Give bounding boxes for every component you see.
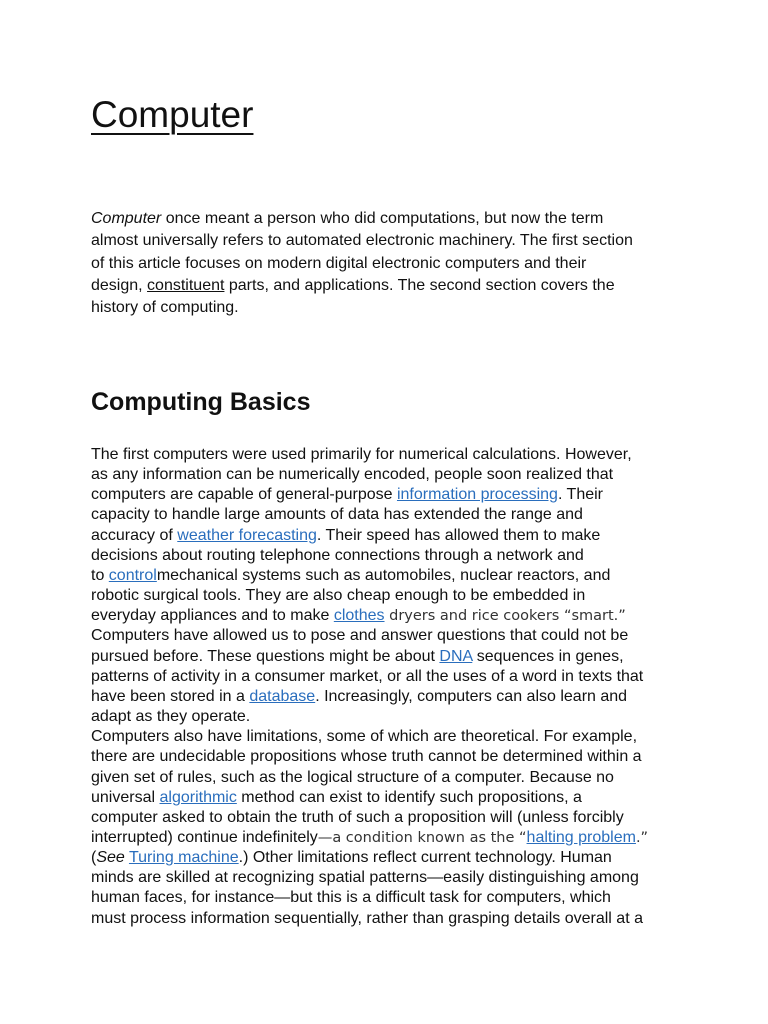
text-run: given set of rules, such as the logical structure of a computer. Because no xyxy=(91,768,614,786)
body-line xyxy=(91,606,648,626)
text-run: .” xyxy=(635,829,649,846)
body-line xyxy=(91,909,648,929)
underlined-term: constituent xyxy=(147,276,225,294)
text-run: —a condition known as the “ xyxy=(317,829,527,846)
text-run: once meant a person who did computations, but now the term xyxy=(161,210,604,227)
body-line xyxy=(91,707,648,727)
text-run: dryers and rice cookers “smart.” xyxy=(384,608,626,625)
text-run: of this article focuses on modern digital electronic computers and their xyxy=(91,254,587,272)
section-body xyxy=(91,445,648,929)
body-line xyxy=(91,828,648,848)
text-run: . Their speed has allowed them to make xyxy=(316,526,601,544)
body-line xyxy=(91,586,648,606)
body-line xyxy=(91,868,648,888)
text-run: decisions about routing telephone connections through a network and xyxy=(91,546,584,564)
body-line xyxy=(91,808,648,828)
body-line xyxy=(91,526,648,546)
text-run: interrupted) continue indefinitely xyxy=(91,828,318,846)
intro-line xyxy=(91,208,691,230)
text-run: human faces, for instance—but this is a difficult task for computers, which xyxy=(91,889,611,907)
text-run: computer asked to obtain the truth of such a proposition will (unless forcibly xyxy=(91,808,624,826)
text-run: The first computers were used primarily for numerical calculations. However, xyxy=(91,446,632,463)
italic-text: See xyxy=(96,849,125,867)
link-halting-problem[interactable]: halting problem xyxy=(526,828,636,846)
body-line xyxy=(91,546,648,566)
text-run: accuracy of xyxy=(91,526,178,544)
body-line xyxy=(91,788,648,808)
text-run: as any information can be numerically encoded, people soon realized that xyxy=(91,466,614,484)
link-dna[interactable]: DNA xyxy=(439,647,473,665)
intro-paragraph xyxy=(91,208,691,319)
text-run: design, xyxy=(91,276,148,294)
link-weather-forecasting[interactable]: weather forecasting xyxy=(177,526,317,544)
text-run: there are undecidable propositions whose truth cannot be determined within a xyxy=(91,748,642,766)
text-run: adapt as they operate. xyxy=(91,708,251,726)
body-line xyxy=(91,445,648,465)
intro-line xyxy=(91,253,691,275)
text-run: must process information sequentially, rather than grasping details overall at a xyxy=(91,909,643,927)
text-run: history of computing. xyxy=(91,299,239,317)
link-turing-machine[interactable]: Turing machine xyxy=(128,849,239,867)
body-line xyxy=(91,626,648,646)
text-run: robotic surgical tools. They are also cheap enough to be embedded in xyxy=(91,587,586,605)
body-line xyxy=(91,485,648,505)
text-run: Computers have allowed us to pose and answer questions that could not be xyxy=(91,627,629,645)
text-run: mechanical systems such as automobiles, nuclear reactors, and xyxy=(156,566,611,584)
text-run: minds are skilled at recognizing spatial patterns—easily distinguishing among xyxy=(91,869,639,887)
text-run: Computers also have limitations, some of which are theoretical. For example, xyxy=(91,728,638,746)
text-run: parts, and applications. The second section covers the xyxy=(224,276,615,294)
text-run: method can exist to identify such propositions, a xyxy=(236,788,582,806)
text-run: to xyxy=(91,566,109,584)
text-run: .) Other limitations reflect current technology. Human xyxy=(238,849,612,867)
text-run: have been stored in a xyxy=(91,687,250,705)
link-information-processing[interactable]: information processing xyxy=(396,486,558,504)
body-line xyxy=(91,505,648,525)
text-run: patterns of activity in a consumer market, or all the uses of a word in texts that xyxy=(91,667,644,685)
text-run: computers are capable of general-purpose xyxy=(91,486,397,504)
text-run: ( xyxy=(91,849,97,867)
intro-line xyxy=(91,230,691,252)
text-run: . Increasingly, computers can also learn and xyxy=(315,687,628,705)
link-algorithmic[interactable]: algorithmic xyxy=(159,788,237,806)
intro-line xyxy=(91,275,691,297)
link-clothes[interactable]: clothes xyxy=(333,607,385,625)
intro-line xyxy=(91,297,691,319)
text-run: pursued before. These questions might be about xyxy=(91,647,440,665)
body-line xyxy=(91,888,648,908)
text-run: universal xyxy=(91,788,160,806)
body-line xyxy=(91,687,648,707)
text-run: almost universally refers to automated electronic machinery. The first section xyxy=(91,232,633,250)
text-run: capacity to handle large amounts of data has extended the range and xyxy=(91,506,583,524)
text-run: . Their xyxy=(557,486,603,504)
body-line xyxy=(91,727,648,747)
link-database[interactable]: database xyxy=(249,687,316,705)
section-heading: Computing Basics xyxy=(91,388,311,416)
body-line xyxy=(91,566,648,586)
body-line xyxy=(91,848,648,868)
link-control[interactable]: control xyxy=(108,566,157,584)
text-run: everyday appliances and to make xyxy=(91,607,334,625)
body-line xyxy=(91,667,648,687)
body-line xyxy=(91,647,648,667)
body-line xyxy=(91,747,648,767)
body-line xyxy=(91,768,648,788)
body-line xyxy=(91,465,648,485)
text-run: sequences in genes, xyxy=(472,647,624,665)
italic-text: Computer xyxy=(91,210,162,227)
page-title: Computer xyxy=(91,94,254,135)
